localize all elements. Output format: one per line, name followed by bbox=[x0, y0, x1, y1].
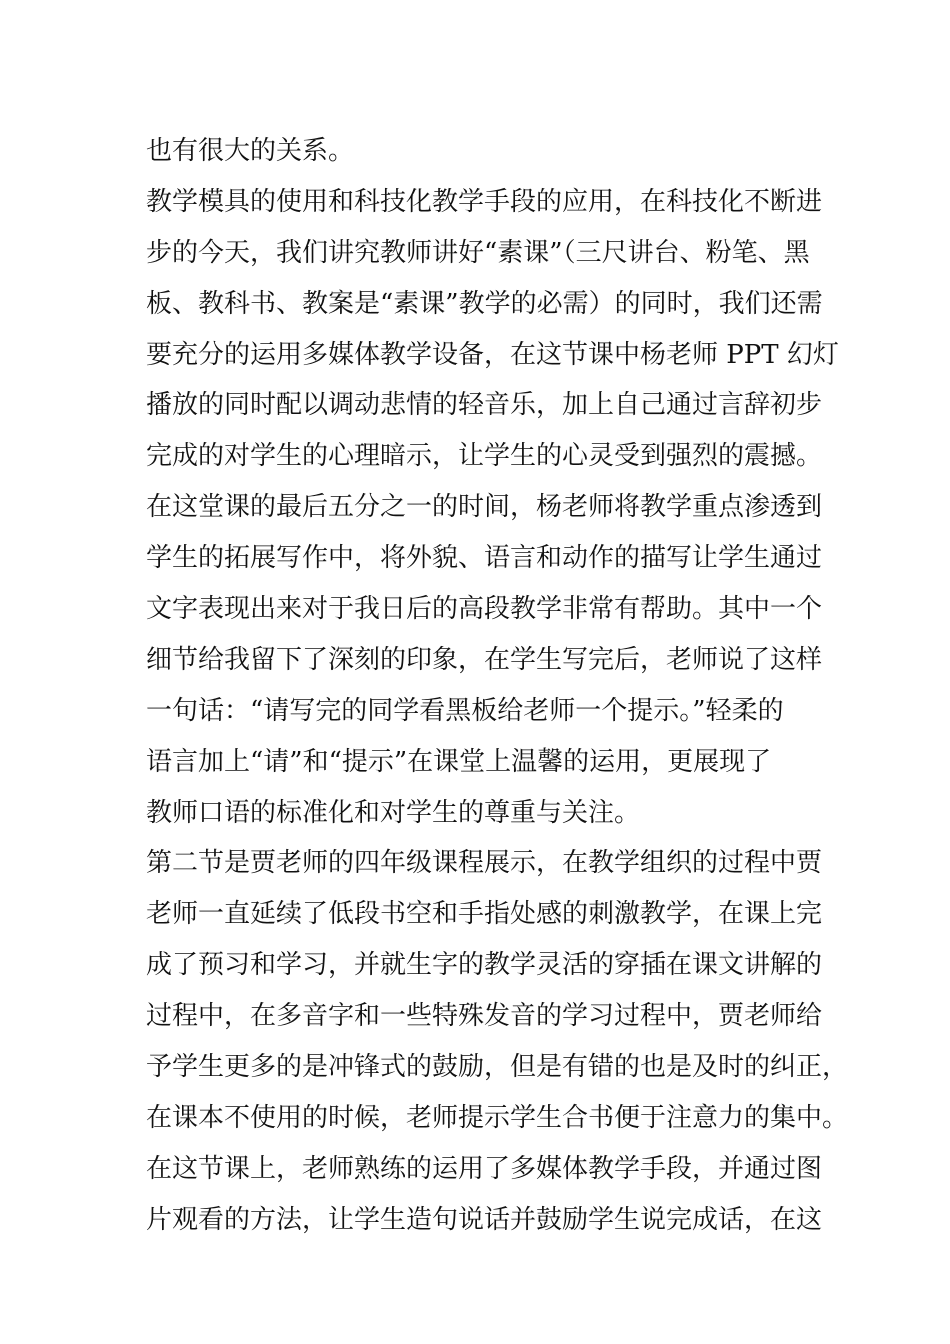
text-line-11: 细节给我留下了深刻的印象，在学生写完后，老师说了这样 bbox=[146, 644, 823, 675]
text-line-9: 学生的拓展写作中，将外貌、语言和动作的描写让学生通过 bbox=[146, 543, 823, 574]
body-text bbox=[146, 126, 849, 1246]
text-line-7: 完成的对学生的心理暗示，让学生的心灵受到强烈的震撼。 bbox=[146, 441, 823, 472]
text-line-19: 予学生更多的是冲锋式的鼓励，但是有错的也是及时的纠正， bbox=[146, 1052, 849, 1083]
text-line-4: 板、教科书、教案是“素课”教学的必需）的同时，我们还需 bbox=[146, 288, 823, 319]
text-line-1: 也有很大的关系。 bbox=[146, 136, 355, 166]
text-line-2: 教学模具的使用和科技化教学手段的应用，在科技化不断进 bbox=[146, 186, 823, 217]
text-line-5: 要充分的运用多媒体教学设备，在这节课中杨老师 PPT 幻灯 bbox=[146, 339, 839, 370]
text-line-22: 片观看的方法，让学生造句说话并鼓励学生说完成话，在这 bbox=[146, 1204, 823, 1235]
text-line-16: 老师一直延续了低段书空和手指处感的刺激教学，在课上完 bbox=[146, 899, 823, 930]
text-line-3: 步的今天，我们讲究教师讲好“素课”（三尺讲台、粉笔、黑 bbox=[146, 237, 810, 268]
text-line-8: 在这堂课的最后五分之一的时间，杨老师将教学重点渗透到 bbox=[146, 492, 823, 523]
text-line-6: 播放的同时配以调动悲情的轻音乐，加上自己通过言辞初步 bbox=[146, 390, 823, 421]
text-line-14: 教师口语的标准化和对学生的尊重与关注。 bbox=[146, 797, 641, 828]
text-line-18: 过程中，在多音字和一些特殊发音的学习过程中，贾老师给 bbox=[146, 1001, 823, 1032]
text-line-13: 语言加上“请”和“提示”在课堂上温馨的运用，更展现了 bbox=[146, 746, 772, 777]
text-line-21: 在这节课上，老师熟练的运用了多媒体教学手段，并通过图 bbox=[146, 1153, 823, 1184]
text-line-12: 一句话：“请写完的同学看黑板给老师一个提示。”轻柔的 bbox=[146, 695, 784, 726]
text-line-15: 第二节是贾老师的四年级课程展示，在教学组织的过程中贾 bbox=[146, 848, 823, 879]
text-line-17: 成了预习和学习，并就生字的教学灵活的穿插在课文讲解的 bbox=[146, 950, 823, 981]
text-line-20: 在课本不使用的时候，老师提示学生合书便于注意力的集中。 bbox=[146, 1102, 849, 1133]
text-line-10: 文字表现出来对于我日后的高段教学非常有帮助。其中一个 bbox=[146, 594, 823, 625]
